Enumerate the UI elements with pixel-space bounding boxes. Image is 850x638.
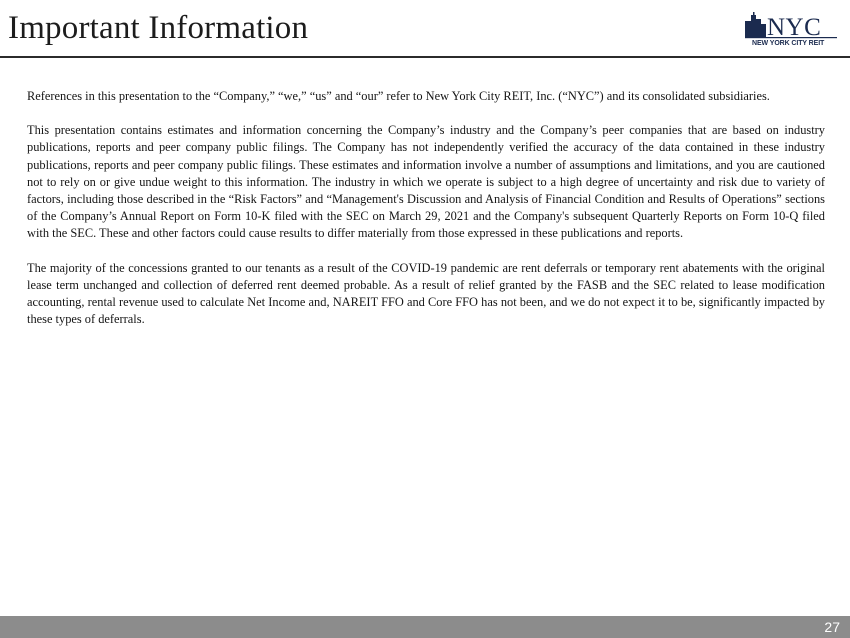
paragraph-concessions: The majority of the concessions granted to our tenants as a result of the COVID-19 pandemic are rent deferrals or temporary rent abatements with the original lease term unchanged and collection of deferred rent deemed probable. As a result of relief granted by the FASB and the SEC related to lease modification accounting, rental revenue used to calculate Net Income and, NAREIT FFO and Core FFO has not been, and we do not expect it to be, significantly impacted by these types of deferrals. bbox=[27, 260, 825, 327]
logo-mark: NYC bbox=[767, 14, 822, 41]
title-divider bbox=[0, 56, 850, 58]
page-number: 27 bbox=[824, 619, 840, 635]
footer-bar bbox=[0, 616, 850, 638]
paragraph-references: References in this presentation to the “Company,” “we,” “us” and “our” refer to New York City REIT, Inc. (“NYC”) and its consolidated subsidiaries. bbox=[27, 89, 770, 103]
page-title: Important Information bbox=[8, 10, 309, 46]
paragraph-estimates: This presentation contains estimates and information concerning the Company’s industry and the Company’s peer companies that are based on industry publications, reports and peer company public filings. The Company has not independently verified the accuracy of the data contained in these industry publications, reports and peer company public filings. These estimates and information involve a number of assumptions and limitations, and you are cautioned not to rely on or give undue weight to this information. The industry in which we operate is subject to a high degree of uncertainty and risk due to variety of factors, including those described in the “Risk Factors” and “Management's Discussion and Analysis of Financial Condition and Results of Operations” sections of the Company’s Annual Report on Form 10-K filed with the SEC on March 29, 2021 and the Company's subsequent Quarterly Reports on Form 10-Q filed with the SEC. These and other factors could cause results to differ materially from those expressed in these publications and reports. bbox=[27, 123, 825, 241]
body-text bbox=[27, 88, 825, 345]
company-logo bbox=[745, 11, 837, 49]
logo-subtitle: NEW YORK CITY REIT bbox=[752, 40, 825, 47]
